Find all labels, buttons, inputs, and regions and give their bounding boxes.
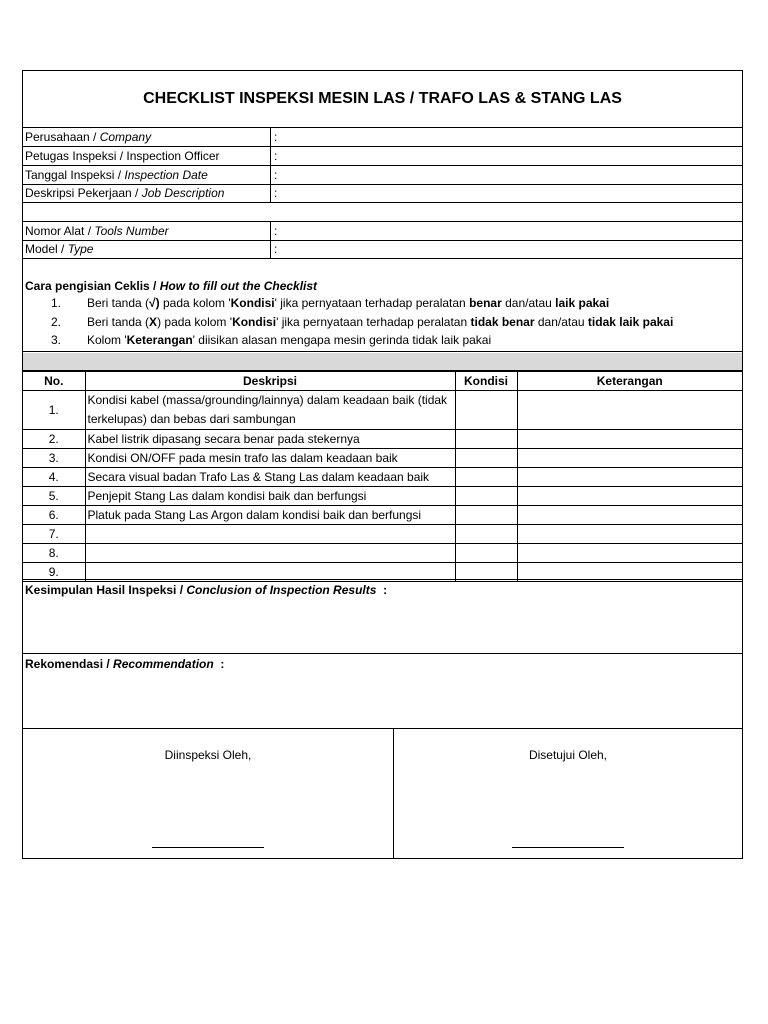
- row-kondisi-cell[interactable]: [455, 430, 517, 449]
- howto-section: [23, 259, 742, 352]
- row-desc: Kabel listrik dipasang secara benar pada stekernya: [85, 430, 455, 449]
- approved-by-label: Disetujui Oleh,: [528, 748, 608, 762]
- inspected-by-label: Diinspeksi Oleh,: [164, 748, 252, 762]
- howto-step-1: 1. Beri tanda (√) pada kolom 'Kondisi' jika pernyataan terhadap peralatan benar dan/atau laik pakai: [50, 296, 610, 310]
- field-company: [23, 128, 742, 147]
- signature-section: [23, 728, 742, 859]
- table-row: [23, 487, 742, 506]
- table-row: [23, 506, 742, 525]
- howto-step-3: 3. Kolom 'Keterangan' diisikan alasan mengapa mesin gerinda tidak laik pakai: [50, 333, 492, 347]
- field-label: Model /: [25, 242, 68, 256]
- howto-heading: Cara pengisian Ceklis / How to fill out the Checklist: [25, 279, 318, 293]
- howto-step-2: 2. Beri tanda (X) pada kolom 'Kondisi' jika pernyataan terhadap peralatan tidak benar dan/atau tidak laik pakai: [50, 315, 674, 329]
- conclusion-section[interactable]: [23, 579, 742, 654]
- row-keterangan-cell[interactable]: [517, 525, 742, 544]
- field-label-en: Job Description: [141, 186, 225, 200]
- field-value-officer[interactable]: :: [274, 149, 278, 163]
- field-value-model[interactable]: :: [274, 242, 278, 256]
- row-kondisi-cell[interactable]: [455, 506, 517, 525]
- recommendation-section[interactable]: [23, 653, 742, 728]
- row-kondisi-cell[interactable]: [455, 391, 517, 430]
- table-row: [23, 468, 742, 487]
- field-label-en: Tools Number: [94, 224, 169, 238]
- row-desc[interactable]: [85, 525, 455, 544]
- field-value-company[interactable]: :: [274, 130, 278, 144]
- row-desc: Penjepit Stang Las dalam kondisi baik dan berfungsi: [85, 487, 455, 506]
- field-label-en: Inspection Date: [124, 168, 208, 182]
- row-kondisi-cell[interactable]: [455, 544, 517, 563]
- header-desc: Deskripsi: [85, 372, 455, 391]
- field-label-en: Type: [67, 242, 94, 256]
- row-keterangan-cell[interactable]: [517, 391, 742, 430]
- table-row: [23, 525, 742, 544]
- row-keterangan-cell[interactable]: [517, 487, 742, 506]
- row-no: 5.: [23, 487, 85, 506]
- row-desc: Kondisi ON/OFF pada mesin trafo las dalam keadaan baik: [85, 449, 455, 468]
- table-row: [23, 391, 742, 430]
- row-kondisi-cell[interactable]: [455, 449, 517, 468]
- field-job: [23, 184, 742, 203]
- row-keterangan-cell[interactable]: [517, 468, 742, 487]
- form-title: CHECKLIST INSPEKSI MESIN LAS / TRAFO LAS & STANG LAS: [143, 90, 622, 107]
- row-no: 3.: [23, 449, 85, 468]
- signature-approved[interactable]: [394, 729, 742, 859]
- field-label: Deskripsi Pekerjaan /: [25, 186, 142, 200]
- table-row: [23, 544, 742, 563]
- row-no: 8.: [23, 544, 85, 563]
- row-kondisi-cell[interactable]: [455, 487, 517, 506]
- row-keterangan-cell[interactable]: [517, 506, 742, 525]
- table-row: [23, 430, 742, 449]
- table-header-row: [23, 372, 742, 391]
- table-row: [23, 449, 742, 468]
- field-officer: [23, 147, 742, 166]
- recommendation-label: Rekomendasi / Recommendation :: [25, 657, 225, 671]
- row-desc[interactable]: [85, 544, 455, 563]
- field-label-en: Company: [99, 130, 152, 144]
- separator-band: [23, 353, 742, 371]
- row-no: 1.: [23, 391, 85, 430]
- inspection-form: [22, 70, 743, 859]
- row-no: 4.: [23, 468, 85, 487]
- signature-inspected[interactable]: [23, 729, 394, 859]
- spacer-row: [23, 203, 742, 222]
- field-label: Tanggal Inspeksi /: [25, 168, 125, 182]
- row-kondisi-cell[interactable]: [455, 468, 517, 487]
- field-label: Petugas Inspeksi / Inspection Officer: [25, 149, 220, 163]
- field-label: Nomor Alat /: [25, 224, 95, 238]
- field-value-job[interactable]: :: [274, 186, 278, 200]
- signature-line: [512, 847, 624, 848]
- row-desc: Kondisi kabel (massa/grounding/lainnya) dalam keadaan baik (tidak terkelupas) dan bebas dari sambungan: [85, 391, 455, 430]
- field-model: [23, 240, 742, 259]
- row-desc: Platuk pada Stang Las Argon dalam kondisi baik dan berfungsi: [85, 506, 455, 525]
- checklist-table: [23, 371, 742, 582]
- field-label: Perusahaan /: [25, 130, 100, 144]
- header-kondisi: Kondisi: [455, 372, 517, 391]
- row-no: 6.: [23, 506, 85, 525]
- row-keterangan-cell[interactable]: [517, 449, 742, 468]
- row-no: 7.: [23, 525, 85, 544]
- field-value-tools[interactable]: :: [274, 224, 278, 238]
- field-value-date[interactable]: :: [274, 168, 278, 182]
- row-kondisi-cell[interactable]: [455, 525, 517, 544]
- header-keterangan: Keterangan: [517, 372, 742, 391]
- header-no: No.: [23, 372, 85, 391]
- row-no: 9.: [23, 563, 85, 582]
- row-no: 2.: [23, 430, 85, 449]
- field-tools: [23, 222, 742, 241]
- row-keterangan-cell[interactable]: [517, 544, 742, 563]
- row-desc: Secara visual badan Trafo Las & Stang Las dalam keadaan baik: [85, 468, 455, 487]
- signature-line: [152, 847, 264, 848]
- form-title-row: [23, 71, 742, 128]
- row-keterangan-cell[interactable]: [517, 430, 742, 449]
- field-date: [23, 166, 742, 185]
- conclusion-label: Kesimpulan Hasil Inspeksi / Conclusion of Inspection Results :: [25, 583, 388, 597]
